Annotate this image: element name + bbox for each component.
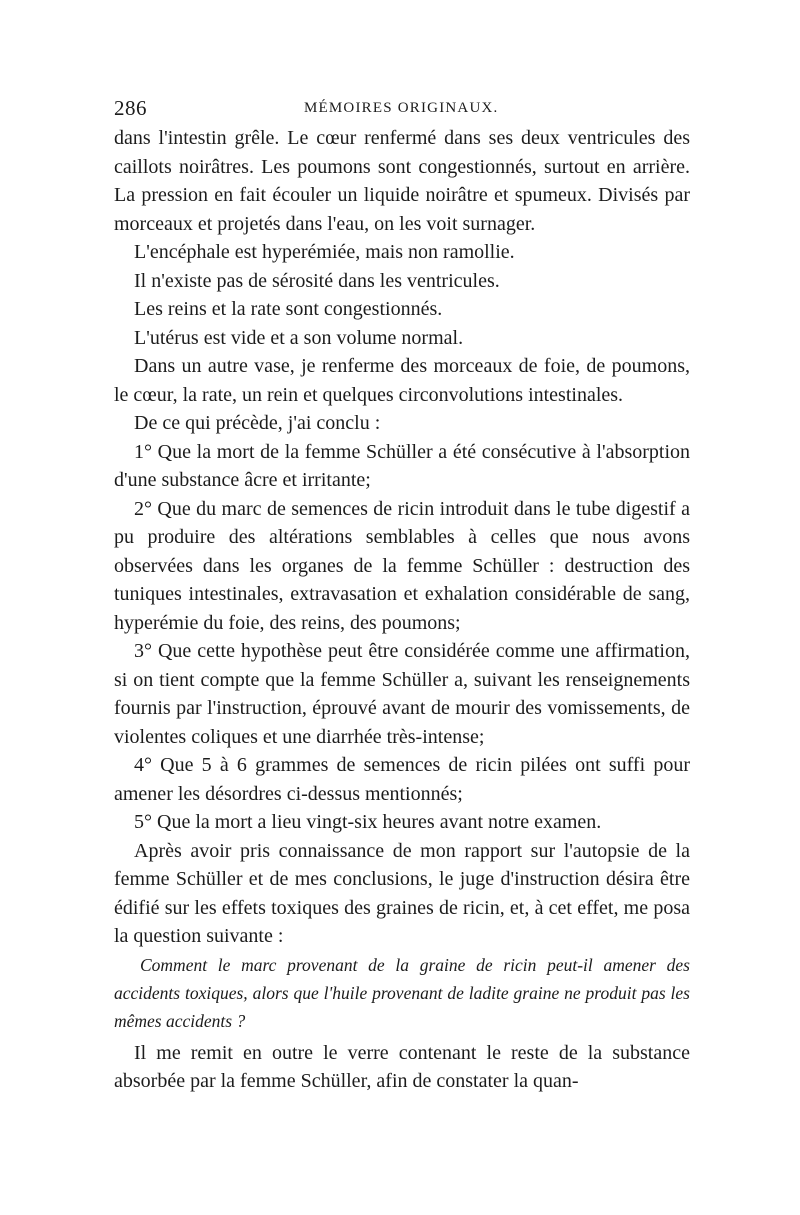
page-body [114, 124, 690, 1096]
page-number: 286 [114, 96, 147, 120]
paragraph-vase: Dans un autre vase, je renferme des morceaux de foie, de poumons, le cœur, la rate, un rein et quelques circonvolutions intestinales. [114, 355, 690, 406]
paragraph-autopsy-heart-lungs: dans l'intestin grêle. Le cœur renfermé dans ses deux ventricules des caillots noirâtres. Les poumons sont congestionnés, surtout en arrière. La pression en fait écouler un liquide noirâtre et spumeux. Divisés par morceaux et projetés dans l'eau, on les voit surnager. [114, 127, 690, 235]
conclusion-2: 2° Que du marc de semences de ricin introduit dans le tube digestif a pu produire des altérations semblables à celles que nous avons observées dans les organes de la femme Schüller : destruction des tuniques intestinales, extravasation et exhalation considérable de sang, hyperémie du foie, des reins, des poumons; [114, 497, 690, 634]
line-encephale: L'encéphale est hyperémiée, mais non ramollie. [134, 241, 515, 263]
conclusion-3: 3° Que cette hypothèse peut être considérée comme une affirmation, si on tient compte que la femme Schüller a, suivant les renseignements fournis par l'instruction, éprouvé avant de mourir des vomissements, de violentes coliques et une diarrhée très-intense; [114, 640, 690, 748]
line-conclusion-intro: De ce qui précède, j'ai conclu : [134, 412, 381, 434]
paragraph-apres: Après avoir pris connaissance de mon rapport sur l'autopsie de la femme Schüller et de mes conclusions, le juge d'instruction désira être édifié sur les effets toxiques des graines de ricin, et, à cet effet, me posa la question suivante : [114, 839, 690, 947]
conclusion-1: 1° Que la mort de la femme Schüller a été consécutive à l'absorption d'une substance âcre et irritante; [114, 440, 690, 491]
line-serosite: Il n'existe pas de sérosité dans les ventricules. [134, 269, 500, 292]
running-head: MÉMOIRES ORIGINAUX. [304, 100, 499, 116]
page-header [114, 96, 688, 124]
judge-question: Comment le marc provenant de la graine de ricin peut-il amener des accidents toxiques, alors que l'huile provenant de ladite graine ne produit pas les mêmes accidents ? [114, 954, 690, 1031]
conclusion-4: 4° Que 5 à 6 grammes de semences de ricin pilées ont suffi pour amener les désordres ci-dessus mentionnés; [114, 754, 690, 805]
paragraph-verre: Il me remit en outre le verre contenant le reste de la substance absorbée par la femme Schüller, afin de constater la quan- [114, 1041, 690, 1092]
conclusion-5: 5° Que la mort a lieu vingt-six heures avant notre examen. [134, 811, 602, 833]
line-uterus: L'utérus est vide et a son volume normal. [134, 326, 464, 349]
line-reins: Les reins et la rate sont congestionnés. [134, 298, 443, 320]
